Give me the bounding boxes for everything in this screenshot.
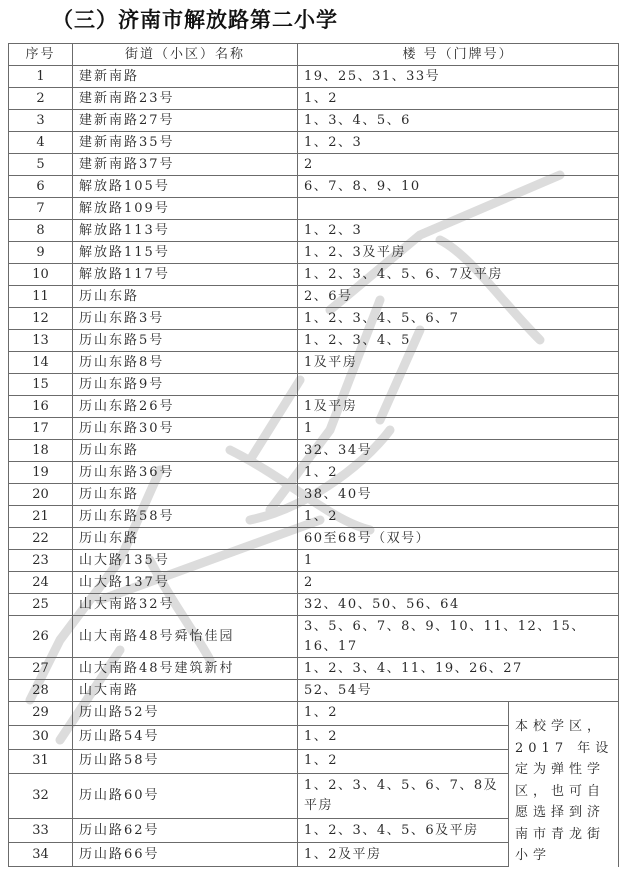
street-name: 解放路117号 bbox=[73, 264, 298, 286]
building-numbers: 1、2 bbox=[298, 88, 619, 110]
street-name: 建新南路35号 bbox=[73, 132, 298, 154]
table-row bbox=[9, 506, 619, 528]
street-name: 历山东路 bbox=[73, 286, 298, 308]
street-name: 历山东路36号 bbox=[73, 462, 298, 484]
street-name: 解放路115号 bbox=[73, 242, 298, 264]
table-row bbox=[9, 594, 619, 616]
row-index: 6 bbox=[9, 176, 73, 198]
school-district-table bbox=[8, 43, 619, 867]
building-numbers: 32、40、50、56、64 bbox=[298, 594, 619, 616]
building-numbers: 1 bbox=[298, 550, 619, 572]
street-name: 山大南路48号建筑新村 bbox=[73, 658, 298, 680]
building-numbers: 38、40号 bbox=[298, 484, 619, 506]
row-index: 17 bbox=[9, 418, 73, 440]
section-title: （三）济南市解放路第二小学 bbox=[52, 8, 338, 32]
building-numbers: 1、3、4、5、6 bbox=[298, 110, 619, 132]
table-row bbox=[9, 110, 619, 132]
row-index: 32 bbox=[9, 773, 73, 819]
table-row bbox=[9, 680, 619, 702]
row-index: 15 bbox=[9, 374, 73, 396]
row-index: 16 bbox=[9, 396, 73, 418]
building-numbers: 1、2及平房 bbox=[298, 843, 509, 867]
building-numbers: 32、34号 bbox=[298, 440, 619, 462]
row-index: 25 bbox=[9, 594, 73, 616]
header-building-numbers: 楼 号（门牌号） bbox=[298, 44, 619, 66]
building-numbers: 1 bbox=[298, 418, 619, 440]
row-index: 11 bbox=[9, 286, 73, 308]
row-index: 7 bbox=[9, 198, 73, 220]
street-name: 山大南路 bbox=[73, 680, 298, 702]
row-index: 3 bbox=[9, 110, 73, 132]
building-numbers: 3、5、6、7、8、9、10、11、12、15、16、17 bbox=[298, 616, 619, 658]
street-name: 历山路58号 bbox=[73, 749, 298, 773]
building-numbers: 1、2、3 bbox=[298, 132, 619, 154]
row-index: 14 bbox=[9, 352, 73, 374]
street-name: 建新南路23号 bbox=[73, 88, 298, 110]
street-name: 历山东路8号 bbox=[73, 352, 298, 374]
street-name: 山大南路48号舜怡佳园 bbox=[73, 616, 298, 658]
street-name: 历山路62号 bbox=[73, 819, 298, 843]
street-name: 历山东路 bbox=[73, 484, 298, 506]
street-name: 历山路52号 bbox=[73, 702, 298, 726]
street-name: 历山路54号 bbox=[73, 725, 298, 749]
building-numbers: 1、2、3 bbox=[298, 220, 619, 242]
table-header-row bbox=[9, 44, 619, 66]
street-name: 历山东路58号 bbox=[73, 506, 298, 528]
street-name: 解放路109号 bbox=[73, 198, 298, 220]
row-index: 13 bbox=[9, 330, 73, 352]
table-row bbox=[9, 440, 619, 462]
street-name: 历山东路5号 bbox=[73, 330, 298, 352]
table-row bbox=[9, 220, 619, 242]
row-index: 18 bbox=[9, 440, 73, 462]
street-name: 建新南路27号 bbox=[73, 110, 298, 132]
building-numbers bbox=[298, 374, 619, 396]
building-numbers: 1、2、3、4、5、6、7 bbox=[298, 308, 619, 330]
table-row bbox=[9, 396, 619, 418]
table-row bbox=[9, 528, 619, 550]
building-numbers: 1、2 bbox=[298, 749, 509, 773]
street-name: 历山东路 bbox=[73, 440, 298, 462]
street-name: 建新南路 bbox=[73, 66, 298, 88]
table-row bbox=[9, 198, 619, 220]
building-numbers: 1、2 bbox=[298, 462, 619, 484]
row-index: 4 bbox=[9, 132, 73, 154]
building-numbers: 19、25、31、33号 bbox=[298, 66, 619, 88]
table-row bbox=[9, 484, 619, 506]
street-name: 历山路66号 bbox=[73, 843, 298, 867]
building-numbers: 1及平房 bbox=[298, 352, 619, 374]
street-name: 历山东路3号 bbox=[73, 308, 298, 330]
building-numbers: 1、2 bbox=[298, 506, 619, 528]
row-index: 8 bbox=[9, 220, 73, 242]
building-numbers: 52、54号 bbox=[298, 680, 619, 702]
building-numbers: 1、2 bbox=[298, 702, 509, 726]
street-name: 解放路113号 bbox=[73, 220, 298, 242]
row-index: 23 bbox=[9, 550, 73, 572]
building-numbers: 1、2、3及平房 bbox=[298, 242, 619, 264]
row-index: 31 bbox=[9, 749, 73, 773]
table-row bbox=[9, 572, 619, 594]
row-index: 20 bbox=[9, 484, 73, 506]
flexible-district-note: 本校学区，2017 年设定为弹性学区，也可自愿选择到济南市青龙街小学 bbox=[509, 702, 619, 867]
table-row bbox=[9, 308, 619, 330]
building-numbers: 1、2、3、4、11、19、26、27 bbox=[298, 658, 619, 680]
row-index: 24 bbox=[9, 572, 73, 594]
building-numbers: 1、2、3、4、5、6、7、8及平房 bbox=[298, 773, 509, 819]
building-numbers: 2 bbox=[298, 154, 619, 176]
table-row bbox=[9, 616, 619, 658]
table-row bbox=[9, 176, 619, 198]
building-numbers: 60至68号（双号） bbox=[298, 528, 619, 550]
row-index: 26 bbox=[9, 616, 73, 658]
table-row bbox=[9, 242, 619, 264]
table-row bbox=[9, 88, 619, 110]
table-row bbox=[9, 330, 619, 352]
building-numbers: 1、2 bbox=[298, 725, 509, 749]
building-numbers: 6、7、8、9、10 bbox=[298, 176, 619, 198]
table-row bbox=[9, 352, 619, 374]
table-row bbox=[9, 658, 619, 680]
header-street-name: 街道（小区）名称 bbox=[73, 44, 298, 66]
row-index: 34 bbox=[9, 843, 73, 867]
row-index: 10 bbox=[9, 264, 73, 286]
table-row bbox=[9, 286, 619, 308]
row-index: 21 bbox=[9, 506, 73, 528]
street-name: 山大南路32号 bbox=[73, 594, 298, 616]
street-name: 历山东路26号 bbox=[73, 396, 298, 418]
row-index: 19 bbox=[9, 462, 73, 484]
table-row bbox=[9, 702, 619, 726]
building-numbers: 1、2、3、4、5、6及平房 bbox=[298, 819, 509, 843]
street-name: 建新南路37号 bbox=[73, 154, 298, 176]
street-name: 山大路137号 bbox=[73, 572, 298, 594]
building-numbers: 2、6号 bbox=[298, 286, 619, 308]
header-index: 序号 bbox=[9, 44, 73, 66]
row-index: 5 bbox=[9, 154, 73, 176]
table-row bbox=[9, 154, 619, 176]
row-index: 29 bbox=[9, 702, 73, 726]
row-index: 28 bbox=[9, 680, 73, 702]
table-row bbox=[9, 374, 619, 396]
table-row bbox=[9, 132, 619, 154]
building-numbers: 1、2、3、4、5、6、7及平房 bbox=[298, 264, 619, 286]
table-row bbox=[9, 66, 619, 88]
street-name: 历山东路30号 bbox=[73, 418, 298, 440]
street-name: 历山东路 bbox=[73, 528, 298, 550]
table-row bbox=[9, 264, 619, 286]
street-name: 解放路105号 bbox=[73, 176, 298, 198]
row-index: 1 bbox=[9, 66, 73, 88]
street-name: 历山路60号 bbox=[73, 773, 298, 819]
building-numbers: 1、2、3、4、5 bbox=[298, 330, 619, 352]
row-index: 22 bbox=[9, 528, 73, 550]
building-numbers: 2 bbox=[298, 572, 619, 594]
street-name: 历山东路9号 bbox=[73, 374, 298, 396]
table-row bbox=[9, 418, 619, 440]
row-index: 2 bbox=[9, 88, 73, 110]
row-index: 33 bbox=[9, 819, 73, 843]
building-numbers bbox=[298, 198, 619, 220]
row-index: 30 bbox=[9, 725, 73, 749]
building-numbers: 1及平房 bbox=[298, 396, 619, 418]
row-index: 9 bbox=[9, 242, 73, 264]
row-index: 12 bbox=[9, 308, 73, 330]
table-row bbox=[9, 462, 619, 484]
table-row bbox=[9, 550, 619, 572]
street-name: 山大路135号 bbox=[73, 550, 298, 572]
row-index: 27 bbox=[9, 658, 73, 680]
